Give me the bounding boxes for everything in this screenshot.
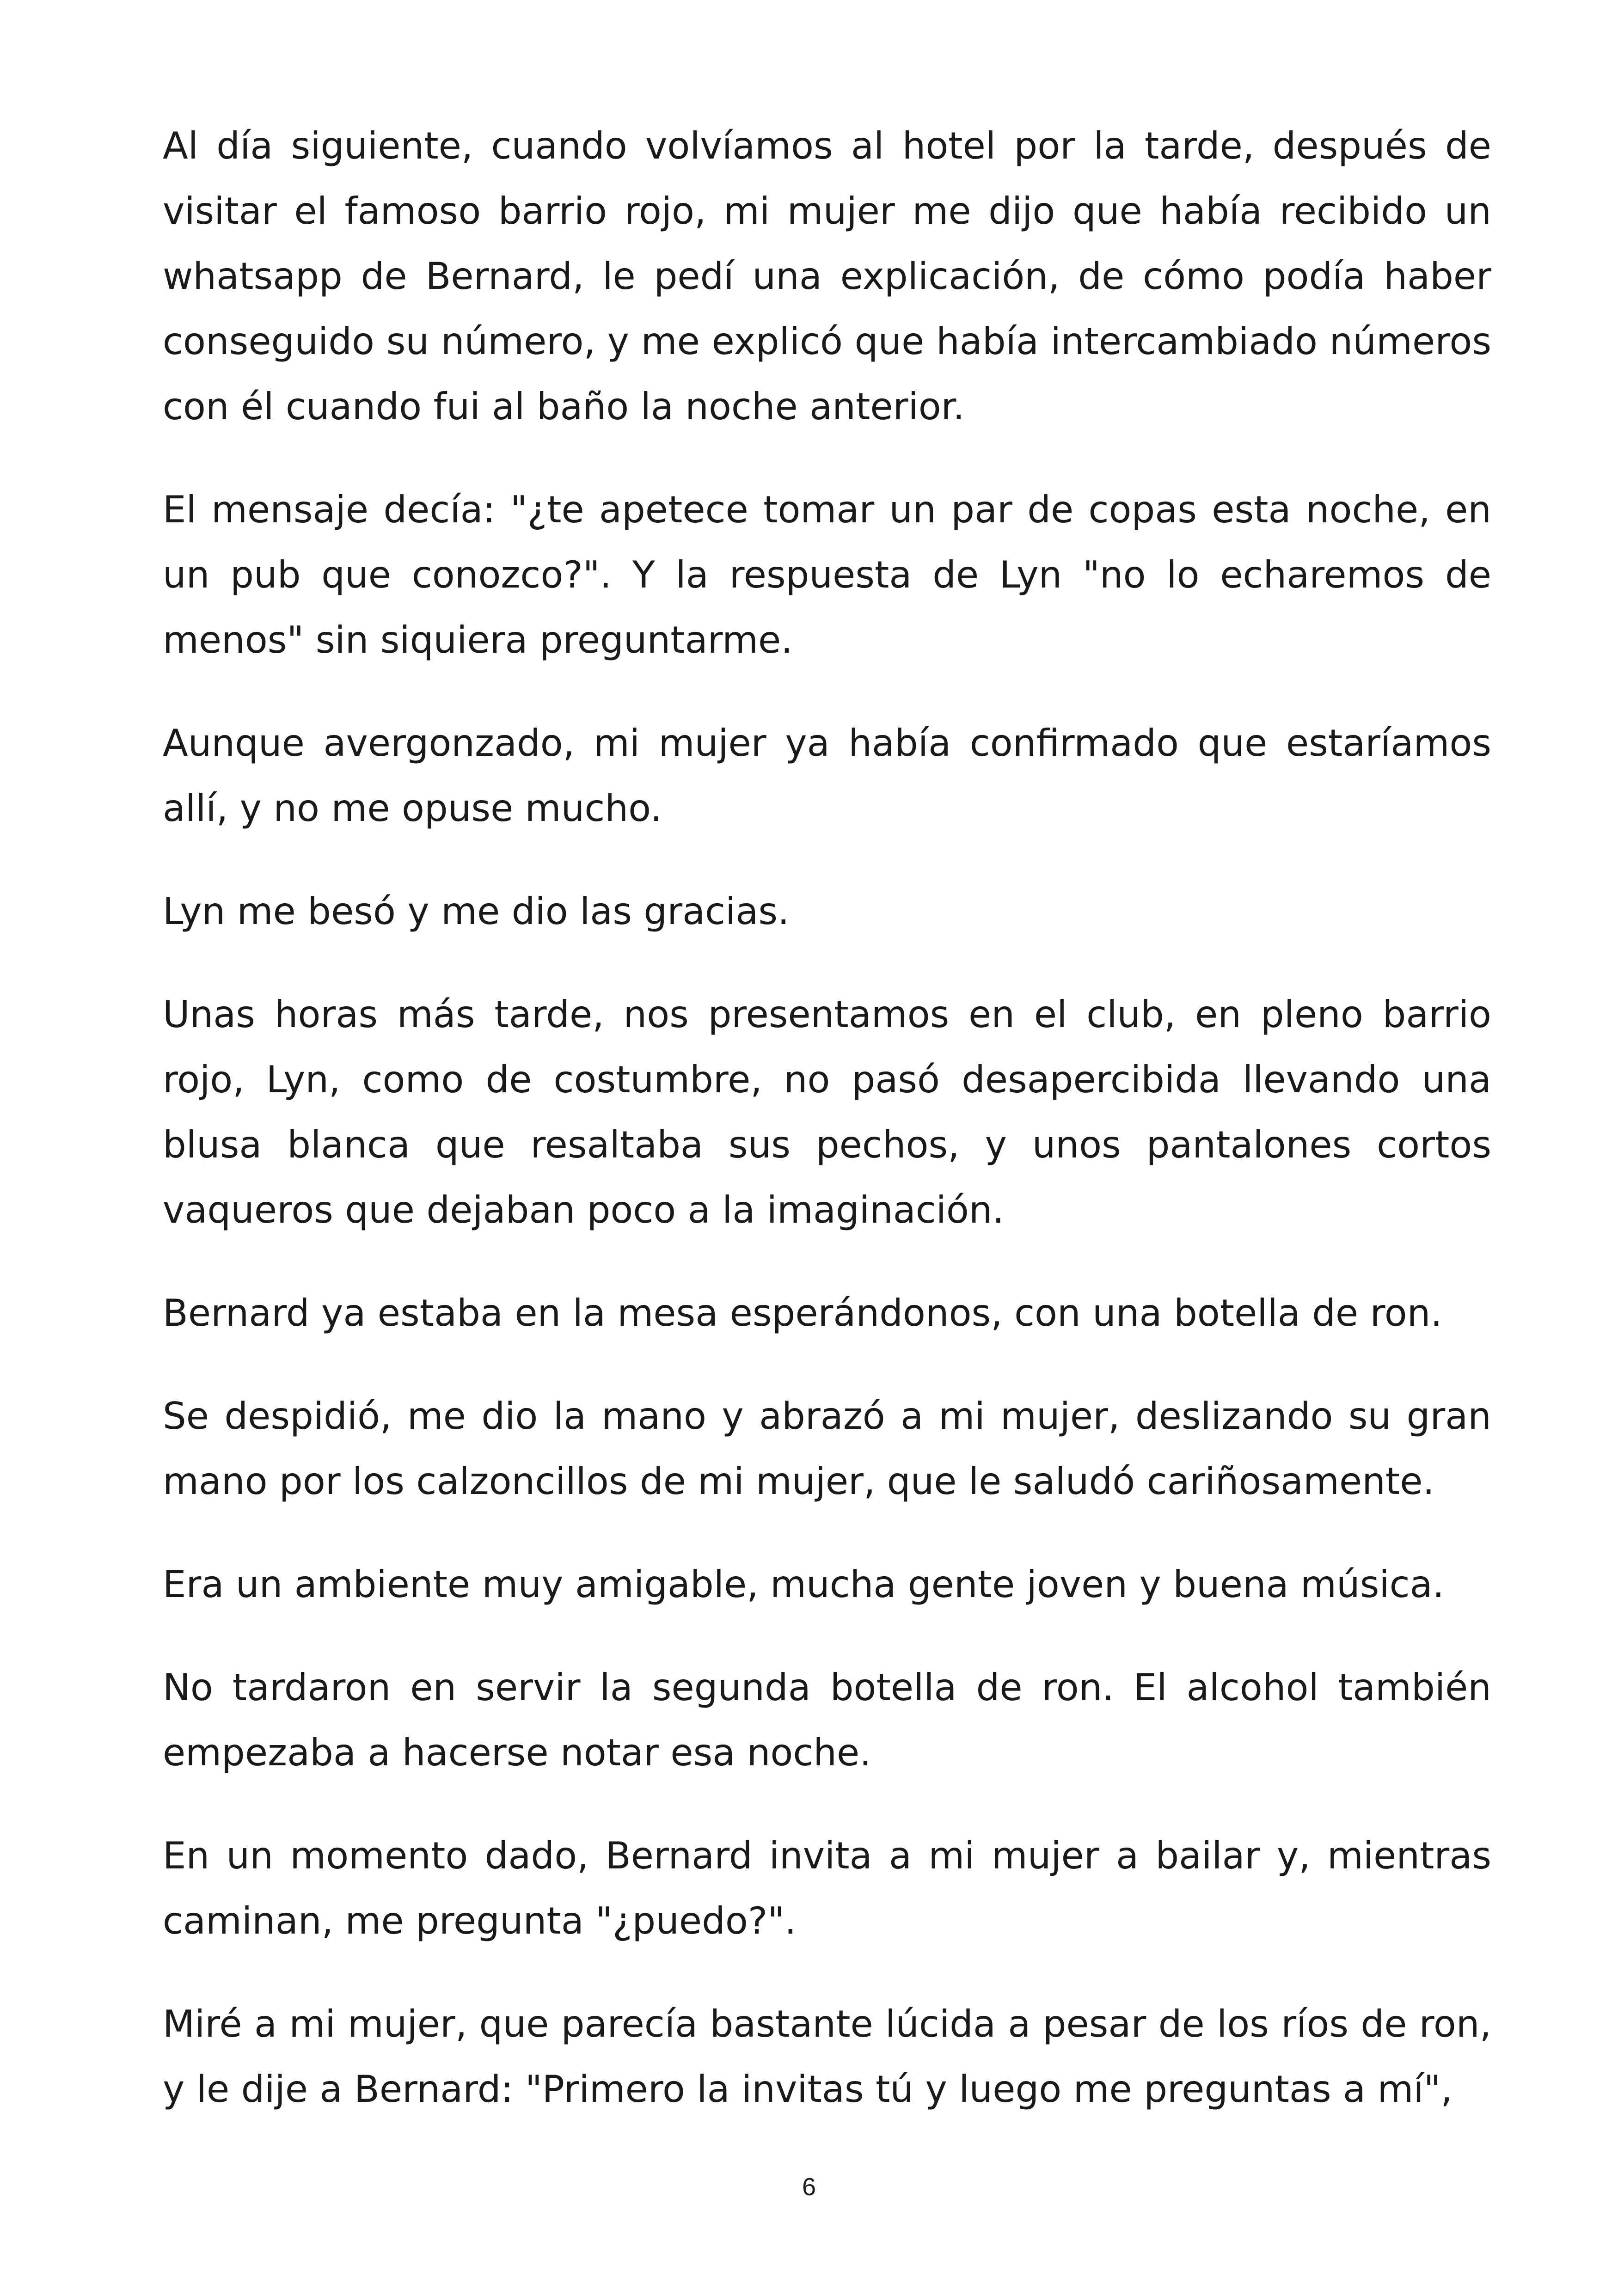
paragraph-10: En un momento dado, Bernard invita a mi mujer a bailar y, mientras caminan, me pregunta "¿puedo?". — [163, 1834, 1491, 1942]
paragraph-5: Unas horas más tarde, nos presentamos en el club, en pleno barrio rojo, Lyn, como de costumbre, no pasó desapercibida llevando una blusa blanca que resaltaba sus pechos, y unos pantalones cortos vaqueros que dejaban poco a la imaginación. — [163, 993, 1491, 1231]
paragraph-4: Lyn me besó y me dio las gracias. — [163, 890, 790, 933]
paragraph-2: El mensaje decía: "¿te apetece tomar un par de copas esta noche, en un pub que conozco?". Y la respuesta de Lyn "no lo echaremos de menos" sin siquiera preguntarme. — [163, 488, 1491, 661]
paragraph-1: Al día siguiente, cuando volvíamos al hotel por la tarde, después de visitar el famoso barrio rojo, mi mujer me dijo que había recibido un whatsapp de Bernard, le pedí una explicación, de cómo podía haber conseguido su número, y me explicó que había intercambiado números con él cuando fui al baño la noche anterior. — [163, 124, 1491, 428]
paragraph-11: Miré a mi mujer, que parecía bastante lúcida a pesar de los ríos de ron, y le dije a Bernard: "Primero la invitas tú y luego me preguntas a mí", — [163, 2002, 1491, 2111]
paragraph-9: No tardaron en servir la segunda botella de ron. El alcohol también empezaba a hacerse notar esa noche. — [163, 1666, 1491, 1774]
body-text — [163, 113, 1491, 2122]
paragraph-8: Era un ambiente muy amigable, mucha gente joven y buena música. — [163, 1563, 1445, 1606]
paragraph-6: Bernard ya estaba en la mesa esperándonos, con una botella de ron. — [163, 1292, 1442, 1335]
paragraph-3: Aunque avergonzado, mi mujer ya había confirmado que estaríamos allí, y no me opuse mucho. — [163, 722, 1491, 830]
paragraph-7: Se despidió, me dio la mano y abrazó a mi mujer, deslizando su gran mano por los calzoncillos de mi mujer, que le saludó cariñosamente. — [163, 1395, 1491, 1503]
page-number: 6 — [802, 2173, 816, 2201]
